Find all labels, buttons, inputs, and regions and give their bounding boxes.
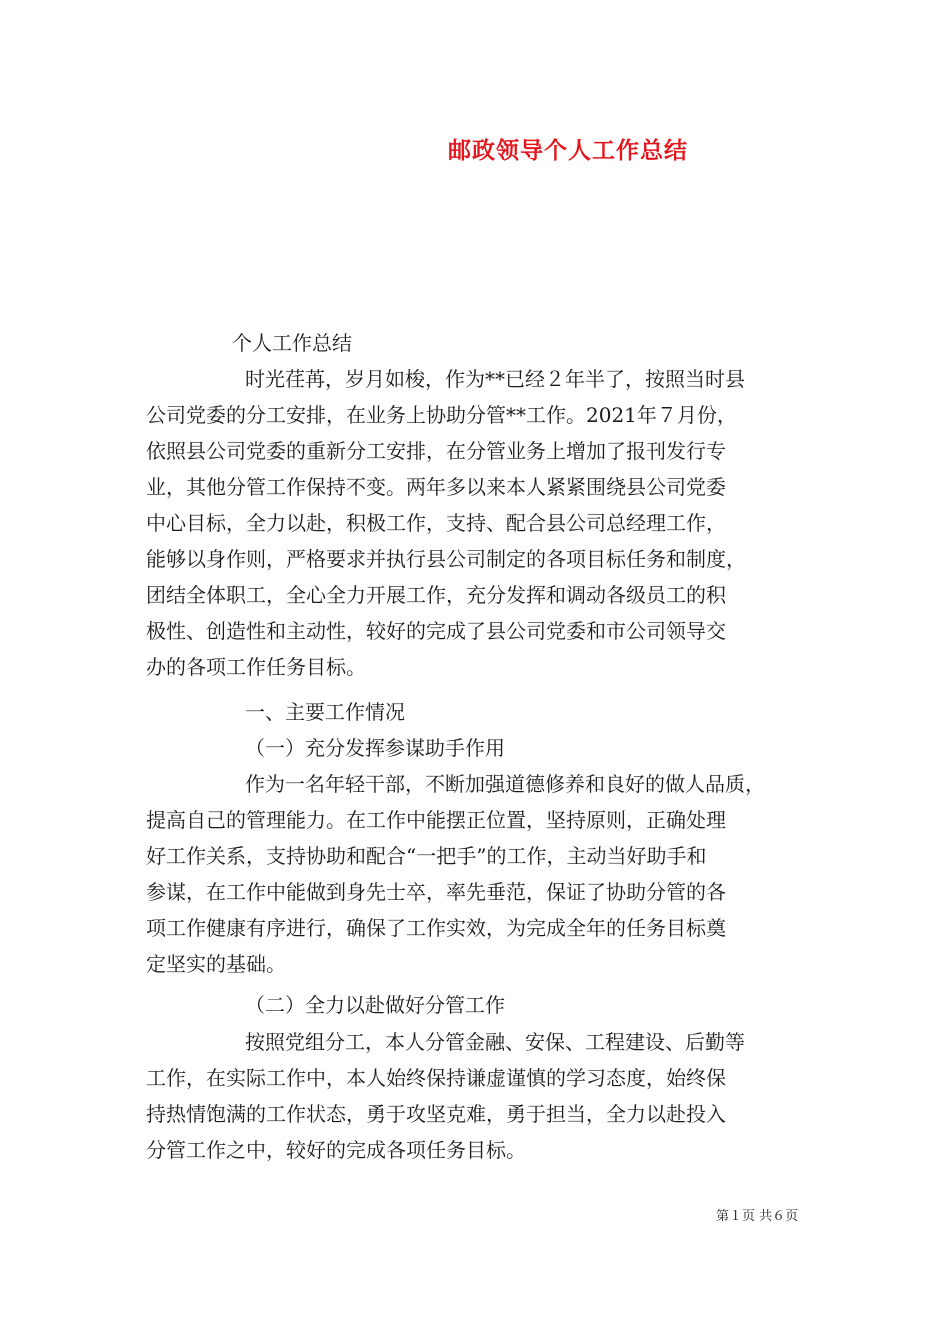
paragraph-line: 极性、创造性和主动性，较好的完成了县公司党委和市公司领导交: [146, 619, 726, 643]
paragraph-line: 定坚实的基础。: [146, 952, 286, 976]
paragraph-line: 分管工作之中，较好的完成各项任务目标。: [146, 1138, 526, 1162]
paragraph-line: 能够以身作则，严格要求并执行县公司制定的各项目标任务和制度，: [146, 547, 746, 571]
paragraph-line: 团结全体职工，全心全力开展工作，充分发挥和调动各级员工的积: [146, 583, 726, 607]
section-heading: 个人工作总结: [232, 331, 352, 355]
paragraph-line: 中心目标，全力以赴，积极工作，支持、配合县公司总经理工作，: [146, 511, 726, 535]
paragraph-line: 办的各项工作任务目标。: [146, 655, 366, 679]
paragraph-line: 公司党委的分工安排，在业务上协助分管**工作。2021年７月份，: [146, 403, 737, 427]
paragraph-line: 时光荏苒，岁月如梭，作为**已经２年半了，按照当时县: [245, 367, 745, 391]
paragraph-line: 作为一名年轻干部，不断加强道德修养和良好的做人品质，: [245, 772, 765, 796]
paragraph-line: 好工作关系，支持协助和配合“一把手”的工作，主动当好助手和: [146, 844, 707, 868]
paragraph-line: 工作，在实际工作中，本人始终保持谦虚谨慎的学习态度，始终保: [146, 1066, 726, 1090]
document-title: 邮政领导个人工作总结: [448, 137, 688, 164]
paragraph-line: 提高自己的管理能力。在工作中能摆正位置，坚持原则，正确处理: [146, 808, 726, 832]
paragraph-line: 持热情饱满的工作状态，勇于攻坚克难，勇于担当，全力以赴投入: [146, 1102, 726, 1126]
paragraph-line: 业，其他分管工作保持不变。两年多以来本人紧紧围绕县公司党委: [146, 475, 726, 499]
section-heading: 一、主要工作情况: [245, 700, 405, 724]
page-number: 第１页 共６页: [716, 1209, 799, 1224]
paragraph-line: 依照县公司党委的重新分工安排，在分管业务上增加了报刊发行专: [146, 439, 726, 463]
paragraph-line: 按照党组分工，本人分管金融、安保、工程建设、后勤等: [245, 1030, 745, 1054]
subsection-heading: （二）全力以赴做好分管工作: [245, 993, 505, 1017]
paragraph-line: 参谋，在工作中能做到身先士卒，率先垂范，保证了协助分管的各: [146, 880, 726, 904]
subsection-heading: （一）充分发挥参谋助手作用: [245, 736, 505, 760]
paragraph-line: 项工作健康有序进行，确保了工作实效，为完成全年的任务目标奠: [146, 916, 726, 940]
